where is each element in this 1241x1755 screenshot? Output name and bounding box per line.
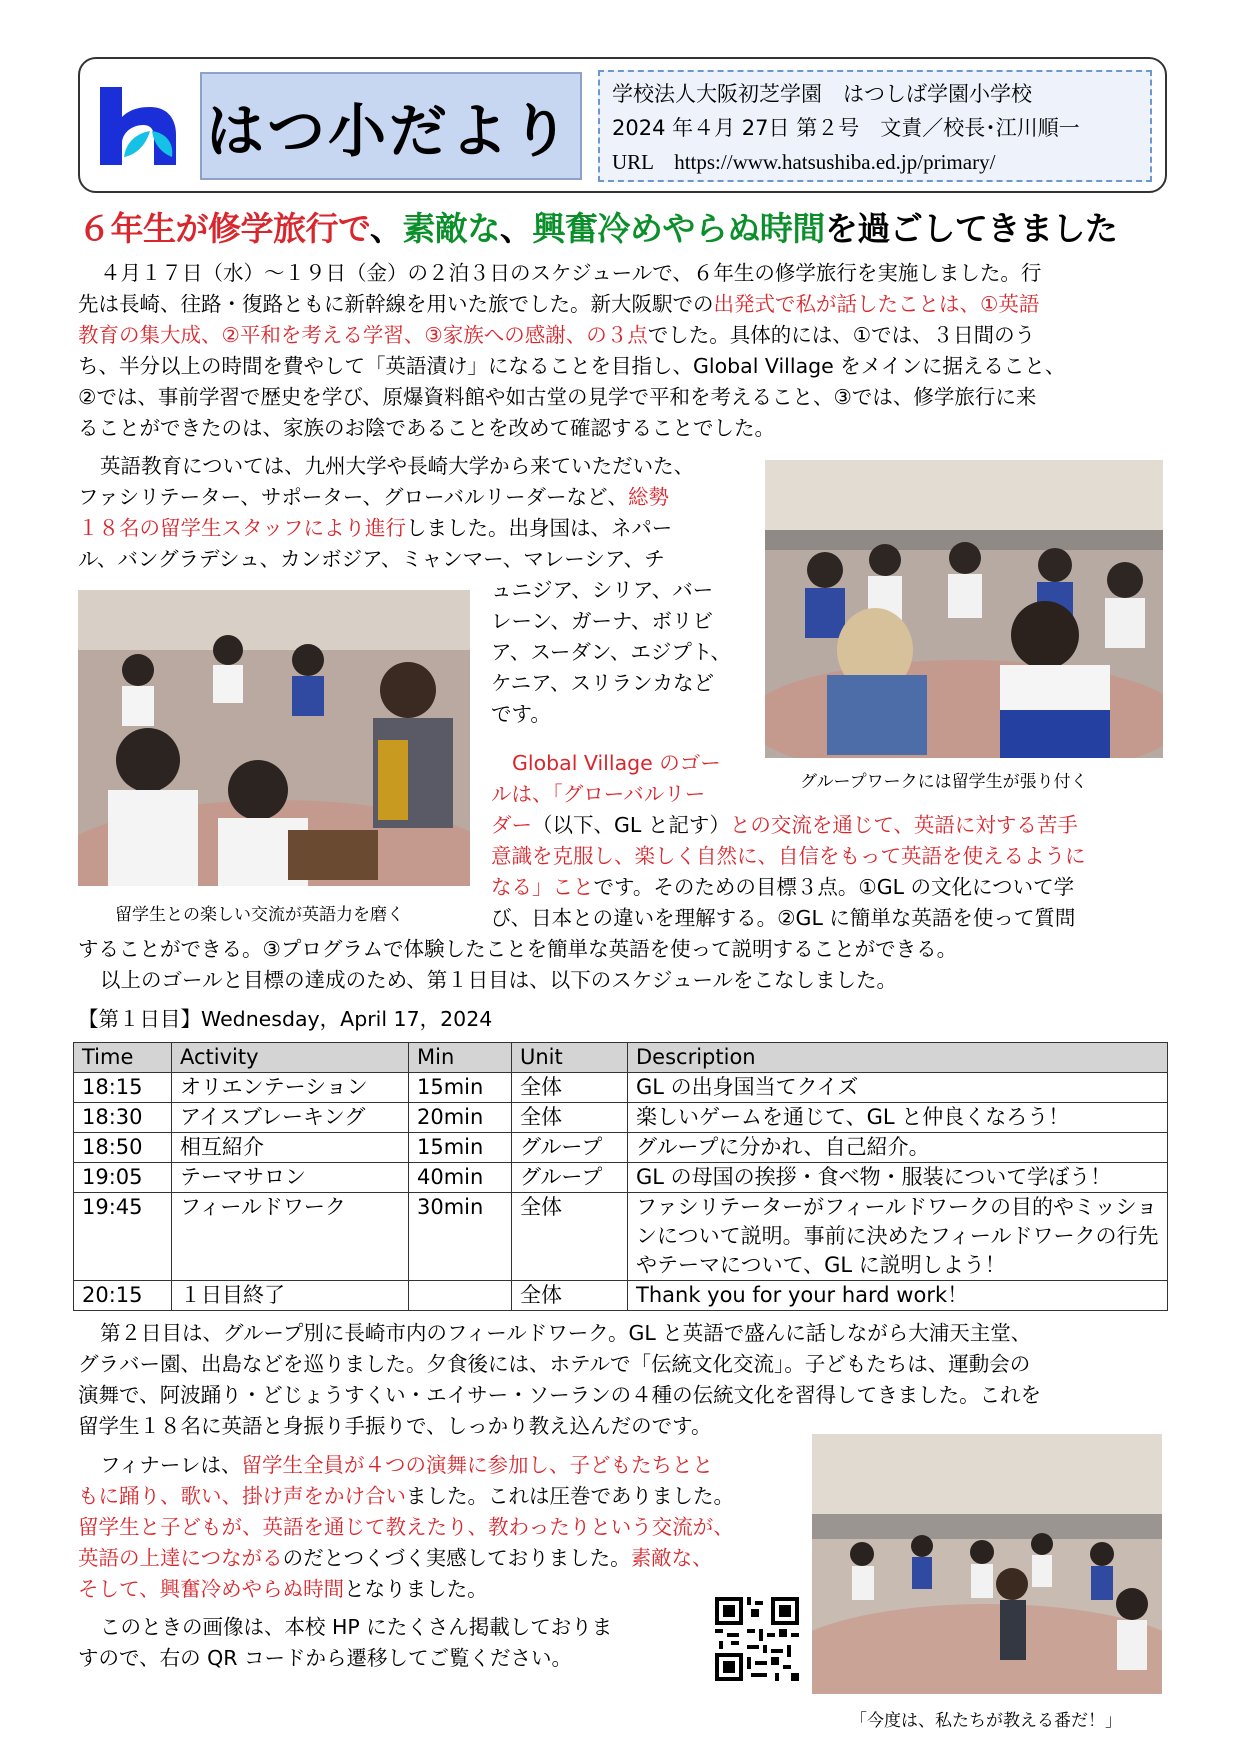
text-line: グラバー園、出島などを巡りました。夕食後には、ホテルで「伝統文化交流」。子どもたちは、運動会の	[78, 1352, 1031, 1376]
text-line: ュニジア、シリア、バー	[491, 578, 714, 602]
headline-part: 素敵な	[402, 209, 500, 248]
text-line: 留学生と子どもが、英語を通じて教えたり、教わったりという交流が、	[78, 1515, 734, 1539]
headline-part: を過ごしてきました	[824, 209, 1118, 248]
text-line: ②では、事前学習で歴史を学び、原爆資料館や如古堂の見学で平和を考えること、③では、修学旅行に来	[78, 385, 1037, 409]
table-row: 18:30 アイスブレーキング 20min 全体 楽しいゲームを通じて、GL と仲良くなろう！	[74, 1103, 1168, 1133]
table-row: 18:50 相互紹介 15min グループ グループに分かれ、自己紹介。	[74, 1133, 1168, 1163]
text-line: ケニア、スリランカなど	[491, 671, 715, 695]
text-line: 演舞で、阿波踊り・どじょうすくい・エイサー・ソーランの４種の伝統文化を習得してきました。これを	[78, 1383, 1042, 1407]
table-row: 19:05 テーマサロン 40min グループ GL の母国の挨拶・食べ物・服装について学ぼう！	[74, 1163, 1168, 1193]
schedule-table	[73, 1042, 1168, 1311]
text-line: すので、右の QR コードから遷移してご覧ください。	[78, 1646, 573, 1670]
table-row: 18:15 オリエンテーション 15min 全体 GL の出身国当てクイズ	[74, 1073, 1168, 1103]
exchange-photo	[78, 590, 470, 886]
column-header: Unit	[512, 1043, 628, 1073]
group-work-photo	[765, 460, 1163, 758]
issue-info: 2024 年４月 27日 第２号 文責／校長･江川順一	[612, 116, 1080, 140]
text-line: です。	[491, 702, 551, 726]
headline-part: ６年生が修学旅行で	[78, 209, 370, 248]
text-line: 英語教育については、九州大学や長崎大学から来ていただいた、	[100, 454, 695, 478]
text-line: レーン、ガーナ、ボリビ	[491, 609, 714, 633]
column-header: Min	[409, 1043, 512, 1073]
headline-part: 興奮冷めやらぬ時間	[532, 209, 825, 248]
dance-photo	[812, 1434, 1162, 1694]
headline-part: 、	[369, 209, 403, 248]
text-line: ルは、「グローバルリー	[491, 782, 706, 806]
table-row: 19:45 フィールドワーク 30min 全体 ファシリテーターがフィールドワークの目的やミッションについて説明。事前に決めたフィールドワークの行先やテーマについて、GL に説明しよう！	[74, 1193, 1168, 1281]
text-line: ４月１７日（水）～１９日（金）の２泊３日のスケジュールで、６年生の修学旅行を実施しました。行	[100, 261, 1042, 285]
text-line: 意識を克服し、楽しく自然に、自信をもって英語を使えるように	[491, 844, 1086, 868]
text-line: 英語の上達につながるのだとつくづく実感しておりました。素敵な、	[78, 1546, 713, 1570]
headline	[78, 203, 1117, 250]
text-line: 先は長崎、往路・復路ともに新幹線を用いた旅でした。新大阪駅での出発式で私が話したことは、①英語	[78, 292, 1040, 316]
column-header: Time	[74, 1043, 172, 1073]
photo-caption: 留学生との楽しい交流が英語力を磨く	[115, 905, 404, 925]
schedule-heading: 【第１日目】Wednesday，April 17，2024	[78, 1007, 493, 1031]
text-line: ち、半分以上の時間を費やして「英語漬け」になることを目指し、Global Village をメインに据えること、	[78, 354, 1066, 378]
text-line: このときの画像は、本校 HP にたくさん掲載しておりま	[100, 1615, 613, 1639]
text-line: 教育の集大成、②平和を考える学習、③家族への感謝、の３点でした。具体的には、①では、３日間のう	[78, 323, 1036, 347]
text-line: Global Village のゴー	[512, 751, 721, 775]
text-line: なる」ことです。そのための目標３点。①GL の文化について学	[491, 875, 1075, 899]
qr-code-icon[interactable]	[715, 1597, 799, 1681]
text-line: ファシリテーター、サポーター、グローバルリーダーなど、総勢	[78, 485, 670, 509]
table-header-row	[74, 1043, 1168, 1073]
column-header: Description	[628, 1043, 1168, 1073]
column-header: Activity	[172, 1043, 409, 1073]
text-line: することができる。③プログラムで体験したことを簡単な英語を使って説明することができる。	[78, 937, 958, 961]
text-line: 以上のゴールと目標の達成のため、第１日目は、以下のスケジュールをこなしました。	[100, 968, 898, 992]
table-row: 20:15 １日目終了 全体 Thank you for your hard work！	[74, 1281, 1168, 1311]
school-logo	[96, 83, 180, 169]
photo-caption: グループワークには留学生が張り付く	[800, 772, 1088, 792]
text-line: 第２日目は、グループ別に長崎市内のフィールドワーク。GL と英語で盛んに話しながら大浦天主堂、	[100, 1321, 1032, 1345]
text-line: び、日本との違いを理解する。②GL に簡単な英語を使って質問	[491, 906, 1076, 930]
headline-part: 、	[499, 209, 533, 248]
text-line: ダー（以下、GL と記す）との交流を通じて、英語に対する苦手	[491, 813, 1078, 837]
text-line: フィナーレは、留学生全員が４つの演舞に参加し、子どもたちとと	[100, 1453, 713, 1477]
text-line: ることができたのは、家族のお陰であることを改めて確認することでした。	[78, 416, 775, 440]
school-url[interactable]: URL https://www.hatsushiba.ed.jp/primary/	[612, 150, 996, 174]
text-line: 留学生１８名に英語と身振り手振りで、しっかり教え込んだのです。	[78, 1414, 712, 1438]
newsletter-title: はつ小だより	[205, 97, 572, 165]
text-line: もに踊り、歌い、掛け声をかけ合いました。これは圧巻でありました。	[78, 1484, 734, 1508]
text-line: ア、スーダン、エジプト、	[491, 640, 732, 664]
text-line: そして、興奮冷めやらぬ時間となりました。	[78, 1577, 488, 1601]
text-line: ル、バングラデシュ、カンボジア、ミャンマー、マレーシア、チ	[78, 547, 665, 571]
photo-caption: 「今度は、私たちが教える番だ！」	[850, 1711, 1122, 1731]
school-name: 学校法人大阪初芝学園 はつしば学園小学校	[612, 82, 1032, 106]
text-line: １８名の留学生スタッフにより進行しました。出身国は、ネパー	[78, 516, 673, 540]
